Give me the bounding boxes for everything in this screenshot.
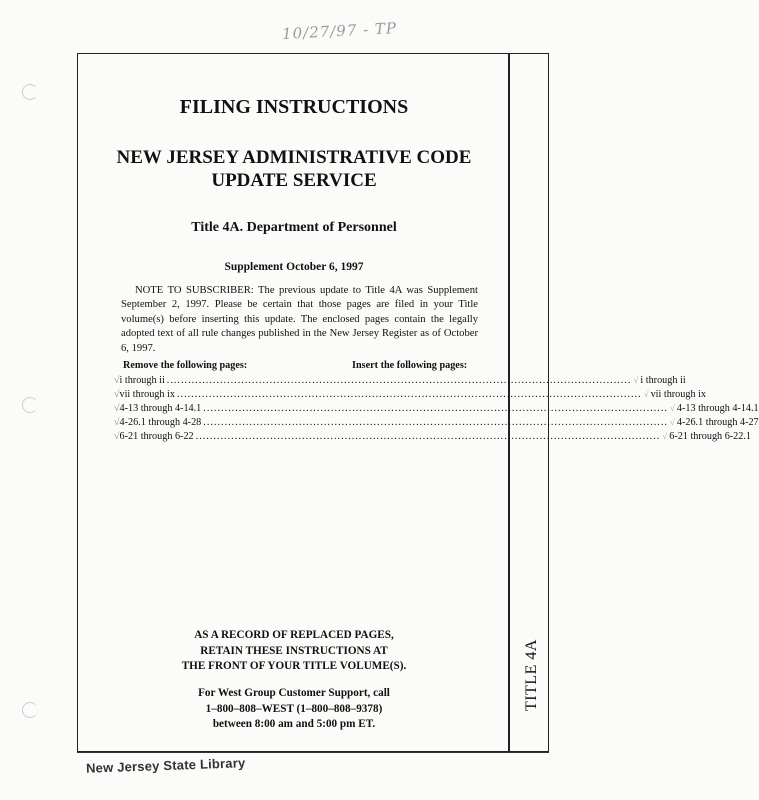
insert-pages: vii through ix <box>650 389 707 400</box>
support-line-2: 1–800–808–WEST (1–800–808–9378) <box>205 702 383 715</box>
code-title-line-2: UPDATE SERVICE <box>211 170 377 191</box>
punch-hole-middle <box>22 397 38 413</box>
page-row <box>114 430 752 442</box>
check-mark: √ <box>669 417 675 427</box>
page-row <box>114 388 707 400</box>
check-mark: √ <box>114 389 120 400</box>
page-row <box>114 374 686 386</box>
dot-leader: ................................................................................................................................... <box>176 389 642 400</box>
retain-line-1: AS A RECORD OF REPLACED PAGES, <box>194 629 394 641</box>
retain-instructions <box>80 628 508 675</box>
handwritten-date-note: 10/27/97 - TP <box>281 19 398 43</box>
customer-support <box>80 686 508 733</box>
check-mark: √ <box>114 375 120 386</box>
dot-leader: ................................................................................................................................... <box>166 375 632 386</box>
retain-line-2: RETAIN THESE INSTRUCTIONS AT <box>200 644 388 657</box>
remove-pages: 6-21 through 6-22 <box>119 431 194 442</box>
insert-pages: 4-13 through 4-14.1 <box>676 403 759 414</box>
title-line: Title 4A. Department of Personnel <box>191 220 397 235</box>
insert-column-header: Insert the following pages: <box>352 360 468 371</box>
check-mark: √ <box>633 375 639 385</box>
remove-pages: i through ii <box>119 375 165 386</box>
check-mark: √ <box>643 389 649 399</box>
page-row <box>114 402 759 414</box>
check-mark: √ <box>114 403 120 414</box>
library-stamp: New Jersey State Library <box>85 755 246 776</box>
bottom-rule <box>77 752 549 753</box>
punch-hole-top <box>22 84 38 100</box>
title-tab <box>515 630 549 720</box>
insert-pages: 4-26.1 through 4-27 <box>676 417 759 428</box>
insert-pages: 6-21 through 6-22.1 <box>669 431 752 442</box>
filing-instructions-heading: FILING INSTRUCTIONS <box>179 96 409 118</box>
dot-leader: ................................................................................................................................... <box>203 417 668 428</box>
support-line-1: For West Group Customer Support, call <box>198 687 390 699</box>
title-tab-label: TITLE 4A <box>523 639 541 711</box>
code-title-line-1: NEW JERSEY ADMINISTRATIVE CODE <box>116 147 472 168</box>
remove-pages: 4-13 through 4-14.1 <box>119 403 202 414</box>
insert-pages: i through ii <box>640 375 686 386</box>
note-to-subscriber: NOTE TO SUBSCRIBER: The previous update to Title 4A was Supplement September 2, 1997. Please be certain that those pages are filed in your Title volume(s) before inserting this update. The enclosed pages contain the legally adopted text of all rule changes published in the New Jersey Register as of October 6, 1997. <box>121 285 478 354</box>
check-mark: √ <box>114 417 120 428</box>
dot-leader: ................................................................................................................................... <box>195 431 661 442</box>
retain-line-3: THE FRONT OF YOUR TITLE VOLUME(S). <box>181 660 407 672</box>
dot-leader: ................................................................................................................................... <box>203 403 668 414</box>
remove-pages: 4-26.1 through 4-28 <box>119 417 202 428</box>
punch-hole-bottom <box>22 702 38 718</box>
check-mark: √ <box>662 431 668 441</box>
page-row <box>114 416 759 428</box>
code-title <box>80 146 508 192</box>
supplement-date: Supplement October 6, 1997 <box>224 261 364 273</box>
check-mark: √ <box>669 403 675 413</box>
remove-column-header: Remove the following pages: <box>123 360 248 371</box>
check-mark: √ <box>114 431 120 442</box>
remove-pages: vii through ix <box>119 389 175 400</box>
support-line-3: between 8:00 am and 5:00 pm ET. <box>212 718 376 730</box>
